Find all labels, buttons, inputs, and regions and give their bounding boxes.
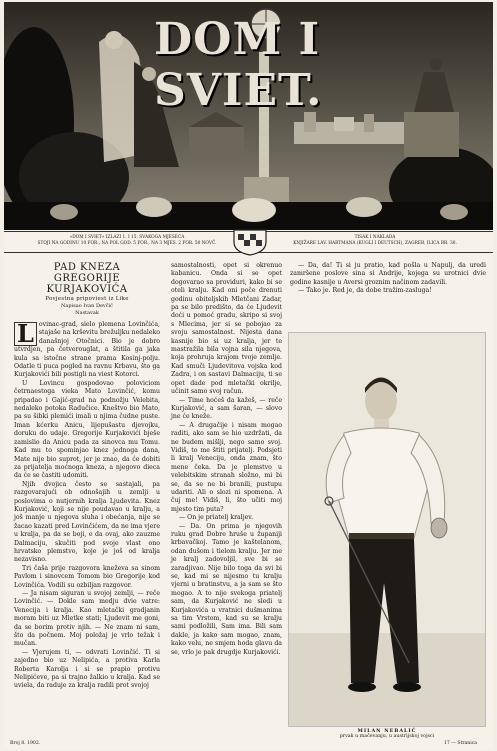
article-author: Napisao Ivan Devčić: [61, 303, 113, 309]
newspaper-page: [4, 2, 493, 749]
paragraph: — Da. On prima je njegovih ruku grad Dobre hruše u županiji krbavačkoj. Tamo je kaštelanom, odan dušom i tielom kralju. Jer me je kralj zadovoljil, sve bi se zaradjivao. Nije bilo toga da svi bi se, kad mi se nijesmo tu kralju vjerni u bratinstvu, a ja sam se što mogao. A to nije svekoga priatelj sam, da Kurjaković ne sledi u Kurjakovića u vratnici dušmanima sa tim Vrstom, kad su se kralju sami podložili, Sam ima. Bili sam dakle, ja kako sam mogao, znam, kako velu, ne smjem hoda glavu da se, vrlo je pak drugdje Kurjakovići.: [171, 522, 282, 656]
paragraph: — Time hoćeš da kažeš, — reče Kurjaković, a sam šaran, — slovo jne će kneže.: [171, 396, 282, 421]
coat-of-arms-icon: [228, 226, 272, 256]
paragraph: Njih dvojica često se sastajali, pa razgovarajući ob odnošajih u zemlji u poslovima o nutjernih kralja Ljudevita. Knez Kurjaković, koji se nije poudavao u kralju, a još manje u njegova sluha i obećanja, nije se žacao kazati pred Lovinčićem, da ne ima vjere u kralja, pa da se boji, e da ovaj, ako zauzme Dalmaciju, skučiti pod svoje vlast ono hrvatsko plemstvo, koje je još od kralja nezavisno.: [14, 480, 160, 564]
photo-caption-description: prvak u mačevanju, u austrijskoj vojsci: [339, 734, 435, 739]
article-subtitle: Povjestna pripoviest iz Like: [45, 296, 129, 302]
photo-caption-name: MILAN NEBALIĆ: [357, 728, 417, 734]
paragraph: Tri čaša prije razgovora kneževa sa sinom Pavlom i sinovcem Tomom bio Gregorije kod Lovinčića. Vodili su ozbiljan razgovor.: [14, 564, 160, 589]
subscription-line-2: STOJI NA GODINU 10 FOR., NA POL GOD. 5 FOR., NA 3 MJES. 2 FOR. 50 NOVČ.: [37, 241, 217, 246]
paragraph: — Da, da! Ti si ju pratio, kad pošla u Napulj, da uredi zamršene poslove sina si Andrije, kojega su urotnici dvie godine kasnije u Aversi groznim načinom zadavili.: [290, 262, 486, 286]
paragraph: samostalnosti, opet si okrenuo kabanicu. Onda si se opet dogovarao sa providuri, kako bi se oteli kralju. Kad oni poče drenuti godinu obiteljskih Mletčani Zadar, pa se bilo predišto, da će Ljudevit doći u pomoć gradu, skripo si svoj s Mlecima, jer si se pobojao za svoju samostalnost. Nijesta dana kasnije bio si uz kralja, jer te mastražila bila vojna sila njegova, koja prohruja krajom tvoje zemlje. Kad smuči Ljudevitova vojska kod Zadra, i on sastavi Dalmaciju, ti se opet dade pod mletački okrilje, učinit samo svoj račun.: [171, 262, 282, 396]
article-title-line-1: PAD KNEZA: [53, 262, 121, 273]
article-column-1: [14, 262, 160, 691]
paragraph: — Tako je. Red je, da dobe tražim-zasluga!: [298, 287, 432, 295]
publisher-line-1: TISAK I NAKLADA: [354, 235, 396, 240]
page-number: 17 — Stranica: [444, 741, 478, 746]
issue-info-bar: [4, 231, 493, 253]
paragraph: — Vjerujem ti, — odvrati Lovinčić. Ti si zajedno bio uz Nelipića, a protiva Karla Roberta Karolja i si se prapio protivu Nelipićeve, pa si trajno žalkio u kralja. Kad se uviela, da raduje za kralja radili prot svojoj: [14, 648, 160, 690]
paragraph: L ovinac-grad, sielo plemena Lovinčića, stajaše na krševitu brežuljku nedaleko današnjoj Otočnici. Bio je dobro utvrdjen, pa četverouglat, a štitila ga jaka kula sa istočne strane prama Kosinj-polju. Odatle ti puca pogled na ravnu Krbavu, što ga Kurjakovići bili postigli na viest Kotorci.: [14, 319, 160, 379]
article-continued: Nastavak: [75, 310, 99, 316]
publisher-line-2: KNJIŽARE LAV. HARTMANA (KUGLI I DEUTSCH), ZAGREB, ILICA BR. 30.: [293, 241, 457, 246]
paragraph: — Ja nisam siguran u svojoj zemlji, — reče Lovinčić. — Dokle sam medju dvie vatre: Venecija i kralja. Kao mletački gradjanin moram biti uz Mletke stati; Ljudevit me goni, da se borim protiv njih. — Ne znam ni sam, što da počnem. Moj položaj je vrlo težak i mučan.: [14, 590, 160, 648]
subscription-info: [32, 235, 222, 247]
drop-cap: L: [14, 322, 37, 346]
subscription-line-1: »DOM I SVIET« IZLAZI 1. I 15. SVAKOGA MJESECA: [69, 235, 185, 240]
article-title-line-2: GREGORIJE KURJAKOVIĆA: [46, 273, 128, 295]
paragraph: — On je priatelj kraljev.: [179, 514, 254, 522]
article-column-3: [290, 262, 486, 296]
masthead-illustration: [4, 2, 493, 230]
masthead-title: DOM I SVIET.: [154, 14, 323, 116]
issue-number: Broj 8. 1902.: [10, 741, 41, 746]
paragraph: U Lovincu gospodovao poloviciom četrnaestoga vieka Mato Lovinčić, komu pripadao i Gajić-grad na podnožju Velebita, nedaleko potoka Radučice. Kneštvo bio Mato, pa su šibki plemići imali u njima čudne puste. Iman kćerku Anicu, lijepušastu djevojku, doruku do udaje. Gregorije Kurjakovići bješe zamislio da Anicu pada za sinovca mu Tomu. Kad mu to spominjao knez jednoga dana, Mate nije bio suprot, jer je znao, da će dobiti za prijatelja moćnoga kneza, a njegovo dieca da će se častiti udomiti.: [14, 379, 160, 480]
paragraph: — A drugačije i nisam mogao raditi, ako sam se hio uzdržati, da ne budem mišlji, nego samo svoj. Vidiš, to me štiti prijatelj. Podsjeti li kralj Veneciju, onda znam, što mene čeka. Da je plemstvo u velebitskim stranah složno, mi bi se, da se ne bi branili, pustupu udariti. Ali o slozi ni spomena. A čuj me! Vidiš, li, što učiti moj mjesto tim puta?: [171, 421, 282, 513]
fencer-portrait-image: [289, 333, 486, 727]
photo-caption: [288, 728, 486, 740]
publisher-info: [280, 235, 470, 247]
fencer-photograph: [288, 332, 486, 727]
article-column-2: [171, 262, 282, 657]
